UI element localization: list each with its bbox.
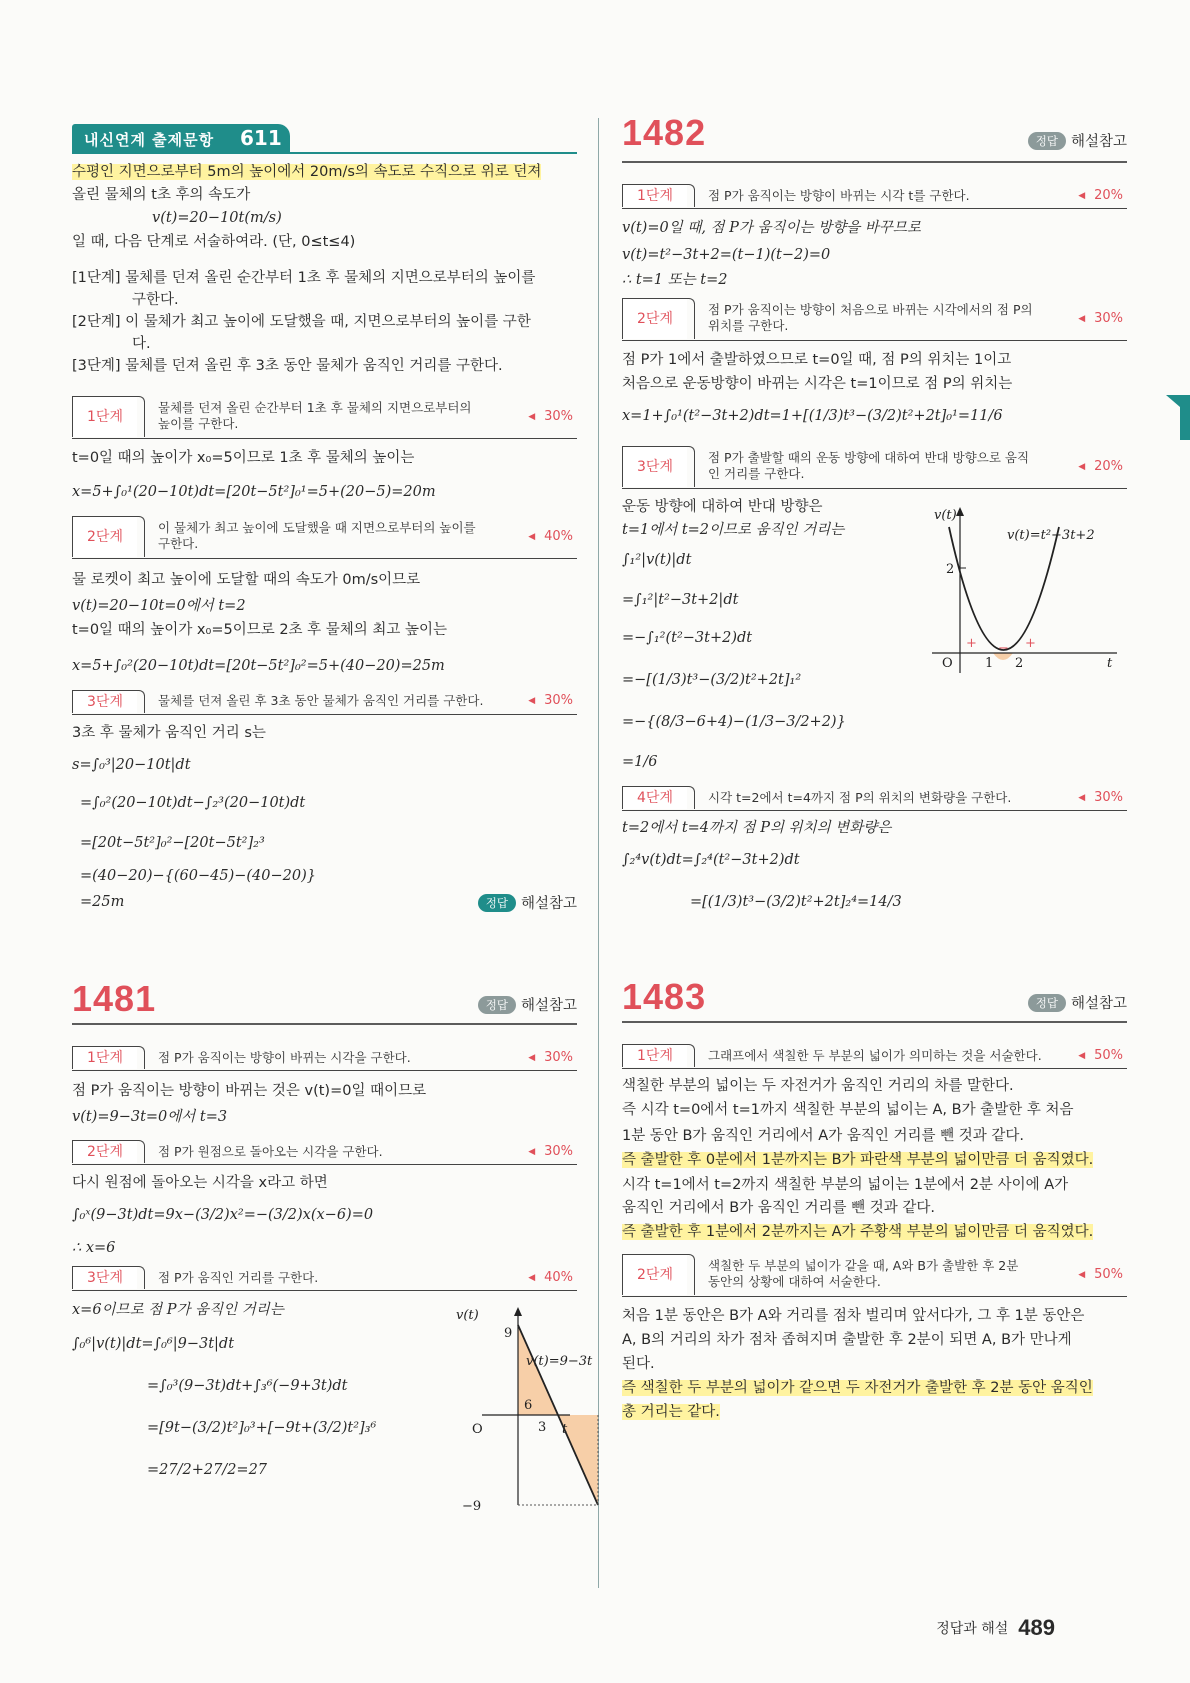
step-desc-line: 점 P가 움직이는 방향이 처음으로 바뀌는 시각에서의 점 P의 [708, 302, 1033, 317]
stem-line-2: 올린 물체의 t초 후의 속도가 [72, 187, 251, 203]
solution-line: 물 로켓이 최고 높이에 도달할 때의 속도가 0m/s이므로 [72, 572, 421, 588]
solution-line: v(t)=0일 때, 점 P가 움직이는 방향을 바꾸므로 [622, 220, 921, 236]
step-desc [158, 520, 476, 552]
solution-line: t=2에서 t=4까지 점 P의 위치의 변화량은 [622, 820, 892, 836]
highlighted-text: 즉 색칠한 두 부분의 넓이가 같으면 두 자전거가 출발한 후 2분 동안 움직인 [622, 1380, 1093, 1396]
graph-origin: O [472, 1422, 483, 1437]
solution-line: 시각 t=1에서 t=2까지 색칠한 부분의 넓이는 1분에서 2분 사이에 A가 [622, 1177, 1069, 1193]
page-footer [936, 1615, 1055, 1641]
solution-formula: ∫₂⁴v(t)dt=∫₂⁴(t²−3t+2)dt [622, 852, 800, 868]
step-percent: ◀ 30% [528, 409, 573, 424]
stem-step-1-cont: 구한다. [132, 292, 179, 308]
step-desc: 점 P가 움직이는 방향이 바뀌는 시각 t를 구한다. [708, 188, 970, 203]
step-percent: ◀ 50% [1078, 1048, 1123, 1063]
solution-formula: =[20t−5t²]₀²−[20t−5t²]₂³ [80, 835, 265, 851]
solution-line: x=6이므로 점 P가 움직인 거리는 [72, 1302, 284, 1318]
step-desc: 점 P가 움직인 거리를 구한다. [158, 1270, 319, 1285]
solution-formula: v(t)=9−3t=0에서 t=3 [72, 1109, 228, 1125]
graph-ylabel: v(t) [456, 1308, 479, 1323]
solution-line: t=0일 때의 높이가 x₀=5이므로 2초 후 물체의 최고 높이는 [72, 622, 448, 638]
answer-611 [478, 892, 577, 913]
header-rule [622, 161, 1127, 163]
solution-line: 3초 후 물체가 움직인 거리 s는 [72, 725, 266, 741]
graph-xtick-3: 3 [538, 1420, 547, 1435]
step-percent: ◀ 30% [528, 693, 573, 708]
solution-line: t=0일 때의 높이가 x₀=5이므로 1초 후 물체의 높이는 [72, 450, 415, 466]
y-axis-arrow [956, 507, 964, 516]
banner-number: 611 [240, 126, 282, 150]
step-label: 2단계 [72, 516, 137, 557]
answer-1482 [1028, 130, 1127, 151]
answer-badge: 정답 [478, 996, 516, 1014]
step-label: 4단계 [622, 786, 687, 809]
step-box-611-2 [72, 516, 577, 559]
solution-line: 움직인 거리에서 B가 움직인 거리를 뺀 것과 같다. [622, 1200, 935, 1216]
solution-formula: =(40−20)−{(60−45)−(40−20)} [80, 868, 316, 884]
footer-label: 정답과 해설 [936, 1621, 1009, 1637]
step-desc: 물체를 던져 올린 후 3초 동안 물체가 움직인 거리를 구한다. [158, 693, 484, 708]
graph-xtick-2: 2 [1015, 656, 1024, 671]
step-box-1481-3 [72, 1266, 577, 1291]
solution-line-highlight [622, 1378, 1093, 1398]
step-box-1482-1 [622, 184, 1127, 209]
solution-line: 점 P가 움직이는 방향이 바뀌는 것은 v(t)=0일 때이므로 [72, 1083, 427, 1099]
stem-step-2-cont: 다. [132, 336, 151, 352]
step-desc-line: 동안의 상황에 대하여 서술한다. [708, 1274, 881, 1289]
banner-label: 내신연계 출제문항 [84, 131, 215, 149]
stem-line-4: 일 때, 다음 단계로 서술하여라. (단, 0≤t≤4) [72, 234, 356, 250]
step-desc-line: 높이를 구한다. [158, 416, 239, 431]
step-desc [708, 450, 1029, 482]
solution-formula: =−{(8/3−6+4)−(1/3−3/2+2)} [622, 714, 846, 730]
answer-1481 [478, 994, 577, 1015]
answer-badge: 정답 [478, 894, 516, 912]
solution-formula: =∫₀³(9−3t)dt+∫₃⁶(−9+3t)dt [147, 1378, 348, 1394]
step-label: 2단계 [622, 298, 687, 339]
solution-line: 점 P가 1에서 출발하였으므로 t=0일 때, 점 P의 위치는 1이고 [622, 352, 1012, 368]
answer-badge: 정답 [1028, 994, 1066, 1012]
solution-formula: ∫₀⁶|v(t)|dt=∫₀⁶|9−3t|dt [72, 1336, 235, 1352]
graph-xtick-6: 6 [524, 1398, 533, 1413]
solution-formula: s=∫₀³|20−10t|dt [72, 757, 191, 773]
step-box-1481-2 [72, 1140, 577, 1165]
step-label: 1단계 [72, 1046, 137, 1069]
problem-number-1482: 1482 [622, 112, 707, 153]
step-percent: ◀ 40% [528, 1270, 573, 1285]
step-box-1482-2 [622, 298, 1127, 341]
stem-step-2: [2단계] 이 물체가 최고 높이에 도달했을 때, 지면으로부터의 높이를 구한 [72, 314, 531, 330]
y-axis-arrow [514, 1307, 522, 1316]
step-desc-line: 인 거리를 구한다. [708, 466, 805, 481]
parabola [949, 527, 1059, 650]
solution-formula: x=5+∫₀¹(20−10t)dt=[20t−5t²]₀¹=5+(20−5)=20m [72, 484, 436, 500]
step-percent: ◀ 20% [1078, 459, 1123, 474]
solution-formula: ∴ t=1 또는 t=2 [622, 272, 728, 288]
step-desc: 점 P가 원점으로 돌아오는 시각을 구한다. [158, 1144, 383, 1159]
step-percent: ◀ 30% [1078, 790, 1123, 805]
solution-line: 색칠한 부분의 넓이는 두 자전거가 움직인 거리의 차를 말한다. [622, 1078, 1014, 1094]
step-box-611-3 [72, 690, 577, 715]
graph-1481 [412, 1305, 593, 1514]
problem-611-banner [72, 124, 290, 154]
step-desc [708, 1258, 1018, 1290]
graph-curve-label: v(t)=9−3t [526, 1354, 593, 1369]
step-percent: ◀ 50% [1078, 1267, 1123, 1282]
step-label: 1단계 [622, 184, 687, 207]
step-box-611-1 [72, 396, 577, 439]
stem-step-3: [3단계] 물체를 던져 올린 후 3초 동안 물체가 움직인 거리를 구한다. [72, 358, 503, 374]
solution-formula: x=5+∫₀²(20−10t)dt=[20t−5t²]₀²=5+(40−20)=25m [72, 658, 445, 674]
solution-line: 처음으로 운동방향이 바뀌는 시각은 t=1이므로 점 P의 위치는 [622, 376, 1013, 392]
solution-line: t=1에서 t=2이므로 움직인 거리는 [622, 522, 845, 538]
answer-text: 해설참고 [520, 896, 577, 912]
graph-curve-label: v(t)=t²−3t+2 [1007, 528, 1095, 543]
solution-formula: =1/6 [622, 754, 658, 770]
step-label: 2단계 [72, 1140, 137, 1163]
solution-formula: =27/2+27/2=27 [147, 1462, 268, 1478]
solution-formula: =−∫₁²(t²−3t+2)dt [622, 630, 753, 646]
step-desc [158, 400, 472, 432]
step-desc: 점 P가 움직이는 방향이 바뀌는 시각을 구한다. [158, 1050, 411, 1065]
step-percent: ◀ 30% [528, 1144, 573, 1159]
graph-xlabel: t [562, 1422, 568, 1437]
step-desc-line: 위치를 구한다. [708, 318, 789, 333]
answer-text: 해설참고 [1070, 134, 1127, 150]
step-box-1483-1 [622, 1044, 1127, 1069]
problem-number-1481: 1481 [72, 978, 157, 1019]
step-label: 3단계 [72, 690, 137, 713]
step-desc: 그래프에서 색칠한 두 부분의 넓이가 의미하는 것을 서술한다. [708, 1048, 1042, 1063]
solution-formula: v(t)=20−10t=0에서 t=2 [72, 598, 246, 614]
step-desc-line: 구한다. [158, 536, 199, 551]
solution-formula: =[9t−(3/2)t²]₀³+[−9t+(3/2)t²]₃⁶ [147, 1420, 377, 1436]
solution-formula: =25m [80, 894, 125, 910]
banner-underline [72, 152, 577, 154]
step-desc-line: 물체를 던져 올린 순간부터 1초 후 물체의 지면으로부터의 [158, 400, 472, 415]
problem-number-1483: 1483 [622, 976, 707, 1017]
graph-origin: O [942, 656, 953, 671]
graph-ytick-2: 2 [946, 562, 955, 577]
solution-line-highlight [622, 1222, 1093, 1242]
answer-badge: 정답 [1028, 132, 1066, 150]
step-box-1483-2 [622, 1254, 1127, 1297]
sign-plus-right: + [1025, 636, 1036, 651]
side-tab-marker [1180, 395, 1190, 440]
solution-line: 운동 방향에 대하여 반대 방향은 [622, 499, 823, 515]
page-number: 489 [1018, 1615, 1055, 1640]
solution-line: A, B의 거리의 차가 점차 좁혀지며 출발한 후 2분이 되면 A, B가 만나게 [622, 1332, 1072, 1348]
step-percent: ◀ 20% [1078, 188, 1123, 203]
step-label: 3단계 [72, 1266, 137, 1289]
graph-ylabel: v(t) [934, 508, 957, 523]
solution-line: 다시 원점에 돌아오는 시각을 x라고 하면 [72, 1175, 328, 1191]
solution-formula: ∫₁²|v(t)|dt [622, 552, 692, 568]
solution-line: 1분 동안 B가 움직인 거리에서 A가 움직인 거리를 뺀 것과 같다. [622, 1128, 1024, 1144]
highlighted-text: 즉 출발한 후 0분에서 1분까지는 B가 파란색 부분의 넓이만큼 더 움직였다. [622, 1152, 1094, 1168]
step-box-1482-3 [622, 446, 1127, 489]
step-box-1481-1 [72, 1046, 577, 1071]
highlighted-text: 즉 출발한 후 1분에서 2분까지는 A가 주황색 부분의 넓이만큼 더 움직였다. [622, 1224, 1094, 1240]
answer-1483 [1028, 992, 1127, 1013]
solution-formula: =[(1/3)t³−(3/2)t²+2t]₂⁴=14/3 [690, 894, 902, 910]
stem-text: 수평인 지면으로부터 5m의 높이에서 20m/s의 속도로 수직으로 위로 던져 [72, 164, 542, 180]
step-label: 3단계 [622, 446, 687, 487]
solution-line-highlight [622, 1150, 1093, 1170]
graph-xtick-1: 1 [985, 656, 994, 671]
step-percent: ◀ 30% [1078, 311, 1123, 326]
step-desc: 시각 t=2에서 t=4까지 점 P의 위치의 변화량을 구한다. [708, 790, 1012, 805]
solution-line-highlight [622, 1402, 720, 1422]
graph-xlabel: t [1107, 656, 1113, 671]
sign-minus: − [998, 641, 1009, 656]
solution-formula: x=1+∫₀¹(t²−3t+2)dt=1+[(1/3)t³−(3/2)t²+2t]₀¹=11/6 [622, 408, 1003, 424]
solution-formula: =−[(1/3)t³−(3/2)t²+2t]₁² [622, 672, 802, 688]
column-separator [598, 118, 599, 1588]
header-rule [622, 1021, 1127, 1023]
answer-text: 해설참고 [1070, 996, 1127, 1012]
step-desc-line: 점 P가 출발할 때의 운동 방향에 대하여 반대 방향으로 움직 [708, 450, 1030, 465]
header-rule [72, 1023, 577, 1025]
highlighted-text: 총 거리는 같다. [622, 1404, 720, 1420]
step-desc [708, 302, 1033, 334]
graph-1482 [902, 505, 1127, 680]
step-label: 1단계 [72, 396, 137, 437]
solution-line: 된다. [622, 1356, 655, 1372]
solution-formula: v(t)=t²−3t+2=(t−1)(t−2)=0 [622, 247, 831, 263]
step-percent: ◀ 40% [528, 529, 573, 544]
step-percent: ◀ 30% [528, 1050, 573, 1065]
solution-line: 즉 시각 t=0에서 t=1까지 색칠한 부분의 넓이는 A, B가 출발한 후 처음 [622, 1102, 1074, 1118]
stem-line-1 [72, 162, 541, 182]
step-label: 1단계 [622, 1044, 687, 1067]
step-label: 2단계 [622, 1254, 687, 1295]
solution-line: 처음 1분 동안은 B가 A와 거리를 점차 벌리며 앞서다가, 그 후 1분 동안은 [622, 1308, 1085, 1324]
step-desc-line: 이 물체가 최고 높이에 도달했을 때 지면으로부터의 높이를 [158, 520, 476, 535]
step-desc-line: 색칠한 두 부분의 넓이가 같을 때, A와 B가 출발한 후 2분 [708, 1258, 1019, 1273]
stem-formula: v(t)=20−10t(m/s) [152, 210, 282, 226]
solution-formula: =∫₀²(20−10t)dt−∫₂³(20−10t)dt [80, 795, 306, 811]
graph-ytick-top: 9 [504, 1326, 513, 1341]
solution-formula: ∴ x=6 [72, 1240, 116, 1256]
graph-ytick-bottom: −9 [462, 1499, 482, 1514]
step-box-1482-4 [622, 786, 1127, 811]
answer-text: 해설참고 [520, 998, 577, 1014]
solution-formula: =∫₁²|t²−3t+2|dt [622, 592, 739, 608]
stem-step-1: [1단계] 물체를 던져 올린 순간부터 1초 후 물체의 지면으로부터의 높이를 [72, 270, 536, 286]
solution-formula: ∫₀ˣ(9−3t)dt=9x−(3/2)x²=−(3/2)x(x−6)=0 [72, 1207, 374, 1223]
sign-plus-left: + [966, 636, 977, 651]
